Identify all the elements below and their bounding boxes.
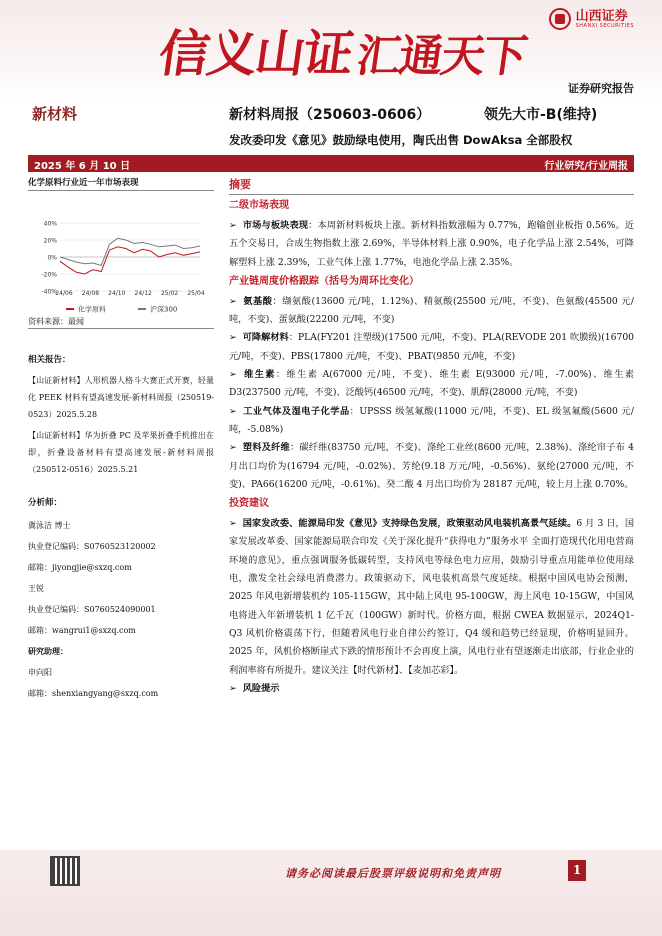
market-heading: 二级市场表现 xyxy=(229,200,289,211)
analyst-block xyxy=(28,515,214,704)
price-label: 塑料及纤维 xyxy=(242,442,290,454)
price-text: ：PLA(FY201 注塑级)(17500 元/吨，不变)、PLA(REVODE 201 吹膜级)(16700 元/吨，不变)、PBS(17800 元/吨，不变)、PBAT(9850 元/吨，不变) xyxy=(229,332,635,362)
analyst-license: 执业登记编码：S0760523120002 xyxy=(28,542,156,551)
qr-code-icon xyxy=(50,856,80,886)
company-logo xyxy=(549,8,634,30)
analyst-email[interactable]: 邮箱：jiyongjie@sxzq.com xyxy=(28,563,132,572)
price-label: 工业气体及湿电子化学品 xyxy=(242,405,350,417)
analyst-heading: 分析师： xyxy=(28,498,63,508)
series-line xyxy=(60,247,200,274)
price-paragraph xyxy=(229,403,634,440)
arrow-bullet-icon: ➢ xyxy=(229,369,237,381)
chart-source: 资料来源：最闻 xyxy=(28,317,84,326)
series-line xyxy=(60,238,200,265)
x-tick-label: 24/12 xyxy=(134,290,152,297)
left-column xyxy=(28,176,214,319)
y-tick-label: 20% xyxy=(43,237,57,245)
arrow-bullet-icon: ➢ xyxy=(229,295,237,307)
arrow-bullet-icon: ➢ xyxy=(229,220,237,231)
related-report-item[interactable]: 【山证新材料】人形机器人格斗大赛正式开赛，轻量化 PEEK 材料有望高速发展-新材料周报（250519-0523）2025.5.28 xyxy=(28,376,214,419)
x-tick-label: 24/06 xyxy=(55,290,73,297)
analyst-name: 王锐 xyxy=(28,584,44,593)
legend-label: 化学原料 xyxy=(78,305,106,314)
assistant-email[interactable]: 邮箱：shenxiangyang@sxzq.com xyxy=(28,689,159,698)
related-reports xyxy=(28,328,214,704)
chart-title: 化学原料行业近一年市场表现 xyxy=(28,176,214,191)
risk-label: 风险提示 xyxy=(242,682,280,694)
logo-icon xyxy=(549,8,571,30)
arrow-bullet-icon: ➢ xyxy=(229,405,237,417)
related-report-item[interactable]: 【山证新材料】华为折叠 PC 及苹果折叠手机推出在即，折叠设备材料有望高速发展-新材料周报（250512-0516）2025.5.21 xyxy=(28,431,214,474)
x-tick-label: 25/02 xyxy=(160,290,179,297)
invest-text: 6 月 3 日，国家发展改革委、国家能源局联合印发《关于深化提升“获得电力”服务水平 全面打造现代化用电营商环境的意见》，重点强调服务低碳转型，支持风电等绿色电力应用，鼓励引导重点用能单位使用绿电，激发全社会绿电消费潜力。政策驱动下，风电装机高景气度延续。根据中国风电协会预测，2025 年风电新增装机约 105-115GW，其中陆上风电 95-100GW，海上风电 10-15GW，中国风电将进入年新增装机 1 亿千瓦（100GW）新时代。价格方面，根据 CWEA 数据显示，2024Q1-Q3 风机价格震荡下行，但随着风电行业自律公约签订，Q4 缓和趋势已经显现，价格明显回升。2025 年，风机价格断崖式下跌的情形预计不会再度上演，风电行业有望逐渐走出底部，行业企业的利润率将有所提升。建议关注【时代新材】、【麦加芯彩】。 xyxy=(229,518,635,676)
legend-label: 沪深300 xyxy=(150,305,178,314)
report-category: 行业研究/行业周报 xyxy=(544,161,628,172)
report-subtitle: 发改委印发《意见》鼓励绿电使用，陶氏出售 DowAksa 全部股权 xyxy=(229,133,573,147)
x-tick-label: 24/08 xyxy=(81,290,100,297)
sector-label: 新材料 xyxy=(32,105,78,123)
price-label: 氨基酸 xyxy=(242,295,273,307)
date-bar xyxy=(28,155,634,172)
price-text: ：UPSSS 级氢氟酸(11000 元/吨，不变)、EL 级氢氟酸(5600 元/吨，-5.08%) xyxy=(229,405,635,435)
abstract-heading: 摘要 xyxy=(229,176,634,195)
performance-chart xyxy=(28,191,214,315)
page-number: 1 xyxy=(568,860,586,881)
invest-heading: 投资建议 xyxy=(229,498,269,510)
report-title: 新材料周报（250603-0606） xyxy=(229,107,431,123)
price-label: 维生素 xyxy=(242,369,276,381)
analyst-license: 执业登记编码：S0760524090001 xyxy=(28,605,156,614)
assistant-name: 申向阳 xyxy=(28,668,52,677)
report-date: 2025 年 6 月 10 日 xyxy=(34,161,131,172)
x-tick-label: 24/10 xyxy=(108,290,126,297)
title-row xyxy=(0,103,662,123)
rating: 领先大市-B(维持) xyxy=(484,107,598,123)
price-paragraph xyxy=(229,439,634,494)
disclaimer: 请务必阅读最后股票评级说明和免责声明 xyxy=(285,867,501,880)
price-paragraph xyxy=(229,366,634,403)
invest-paragraph xyxy=(229,515,634,680)
price-heading: 产业链周度价格跟踪（括号为周环比变化） xyxy=(229,275,419,287)
abstract-column xyxy=(229,176,634,698)
price-text: ：碳纤维(83750 元/吨，不变)、涤纶工业丝(8600 元/吨，2.38%)、涤纶帘子布 4 月出口均价为(16794 元/吨，-0.02%)、芳纶(9.18 万元/吨，-0.56%)、氨纶(27000 元/吨，不变)、PA66(16200 元/吨，-0.61%)、癸二酸 4 月出口均价为 28187 元/吨，较上月上涨 0.70%。 xyxy=(229,442,635,490)
risk-paragraph xyxy=(229,680,634,698)
logo-name: 山西证券 xyxy=(575,8,628,24)
arrow-bullet-icon: ➢ xyxy=(229,332,237,344)
market-label: 市场与板块表现 xyxy=(242,220,309,231)
price-text: ：维生素 A(67000 元/吨，不变)、维生素 E(93000 元/吨，-7.00%)、维生素 D3(237500 元/吨，不变)、泛酸钙(46500 元/吨，不变)、肌醇(28000 元/吨，不变) xyxy=(229,369,635,399)
y-tick-label: -40% xyxy=(41,288,57,296)
related-heading: 相关报告： xyxy=(28,355,71,365)
analyst-email[interactable]: 邮箱：wangrui1@sxzq.com xyxy=(28,626,136,635)
y-tick-label: 40% xyxy=(43,220,57,228)
market-paragraph xyxy=(229,217,634,272)
logo-subtitle: SHANXI SECURITIES xyxy=(575,22,634,29)
analyst-name: 冀泳洁 博士 xyxy=(28,521,71,530)
arrow-bullet-icon: ➢ xyxy=(229,518,237,530)
market-text: ：本周新材料板块上涨。新材料指数涨幅为 0.77%，跑输创业板指 0.56%。近五个交易日，合成生物指数上涨 2.69%，半导体材料上涨 0.90%，电子化学品上涨 2.54%，可降解塑料上涨 2.39%，工业气体上涨 1.77%，电池化学品上涨 2.35%。 xyxy=(229,220,635,268)
price-paragraph xyxy=(229,329,634,366)
price-paragraph xyxy=(229,293,634,330)
arrow-bullet-icon: ➢ xyxy=(229,682,237,694)
calligraphy-slogan: 信义山证汇通天下 xyxy=(155,24,529,83)
page-footer xyxy=(0,850,662,936)
price-text: ：缬氨酸(13600 元/吨，1.12%)、精氨酸(25500 元/吨，不变)、色氨酸(45500 元/吨，不变)、蛋氨酸(22200 元/吨，不变) xyxy=(229,295,634,326)
invest-label: 国家发改委、能源局印发《意见》支持绿色发展，政策驱动风电装机高景气延续。 xyxy=(242,518,577,530)
arrow-bullet-icon: ➢ xyxy=(229,442,237,454)
y-tick-label: -20% xyxy=(41,271,57,279)
price-label: 可降解材料 xyxy=(242,332,289,344)
y-tick-label: 0% xyxy=(47,254,57,262)
assistant-heading: 研究助理： xyxy=(28,647,68,656)
report-type: 证券研究报告 xyxy=(568,82,634,95)
x-tick-label: 25/04 xyxy=(187,290,205,297)
page-header xyxy=(0,0,662,100)
